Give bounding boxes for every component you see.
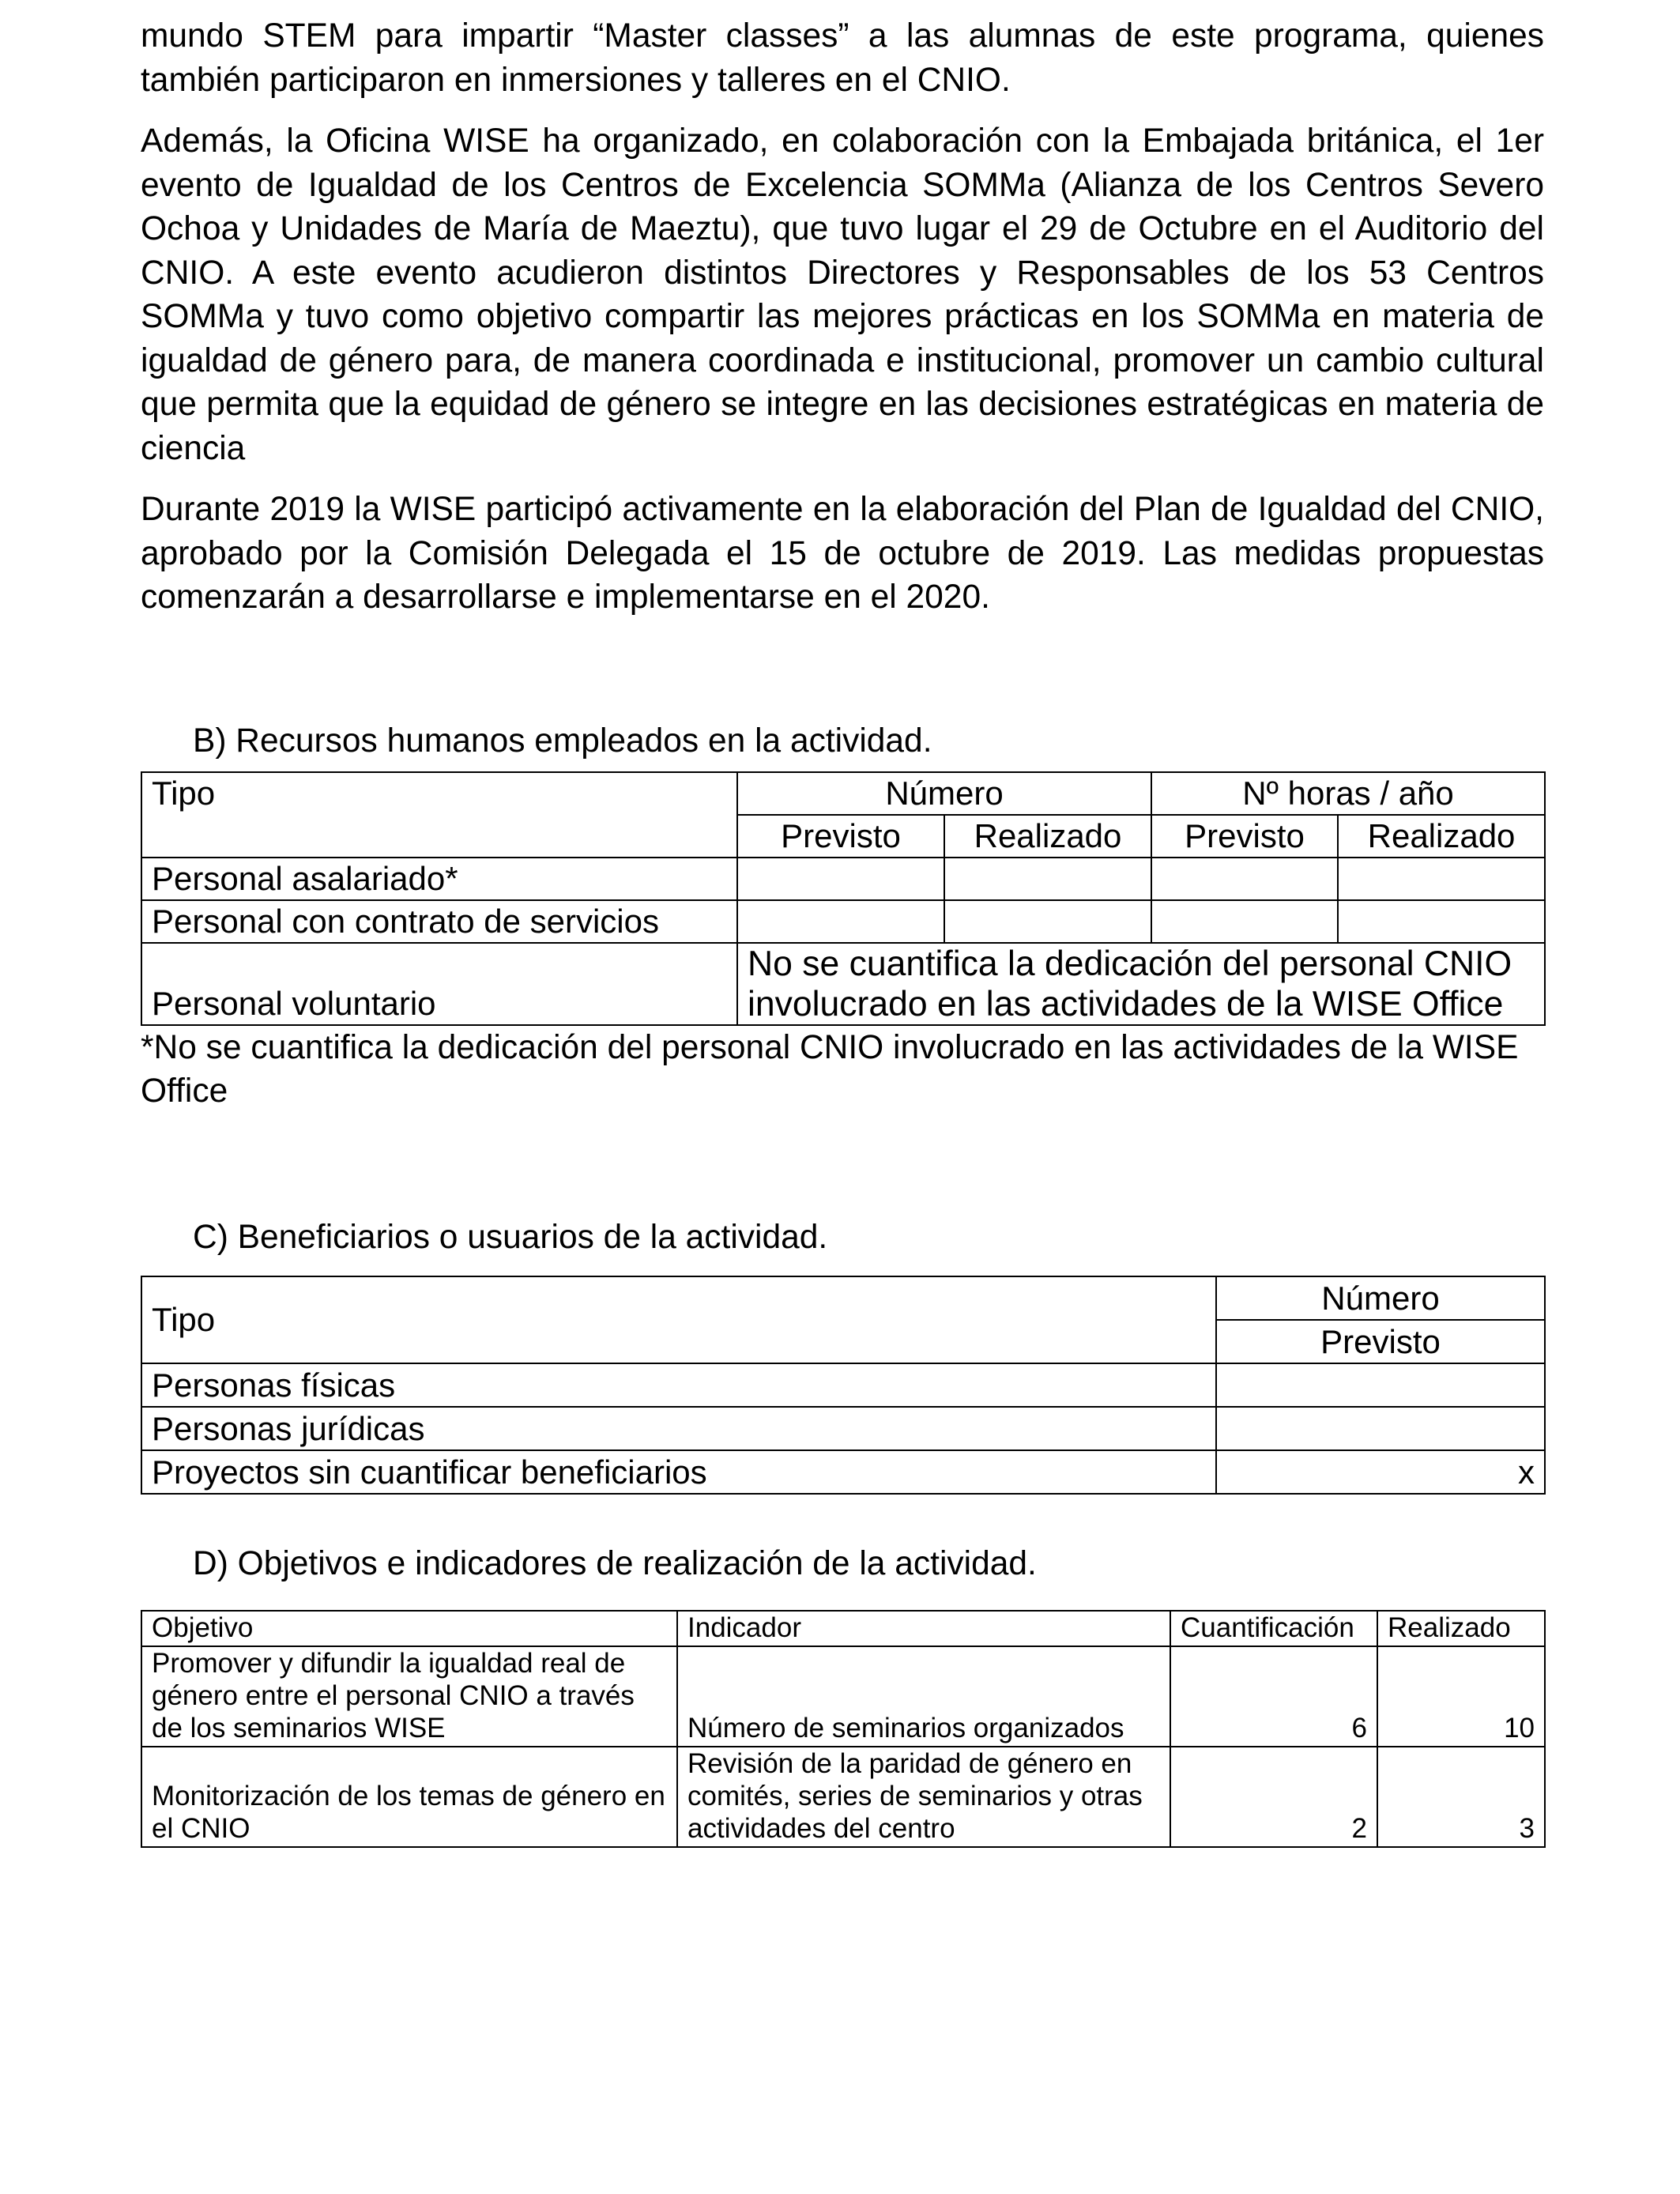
rh-sub-horas-previsto: Previsto: [1151, 815, 1338, 858]
rh-row-cell: [1338, 900, 1545, 943]
obj-header-objetivo: Objetivo: [141, 1611, 677, 1646]
ben-row-tipo: Proyectos sin cuantificar beneficiarios: [141, 1450, 1216, 1494]
rh-footnote: *No se cuantifica la dedicación del personal CNIO involucrado en las actividades de la WISE Office: [141, 1028, 1519, 1110]
table-row: [141, 1407, 1545, 1450]
obj-header-cuantificacion: Cuantificación: [1170, 1611, 1377, 1646]
obj-row-objetivo: Monitorización de los temas de género en el CNIO: [141, 1747, 677, 1847]
rh-sub-horas-realizado: Realizado: [1338, 815, 1545, 858]
paragraph-somma-event: Además, la Oficina WISE ha organizado, en colaboración con la Embajada británica, el 1er evento de Igualdad de los Centros de Excelencia SOMMa (Alianza de los Centros Severo Ochoa y Unidades de María de Maeztu), que tuvo lugar el 29 de Octubre en el Auditorio del CNIO. A este evento acudieron distintos Directores y Responsables de los 53 Centros SOMMa y tuvo como objetivo compartir las mejores prácticas en los SOMMa en materia de igualdad de género para, de manera coordinada e institucional, promover un cambio cultural que permita que la equidad de género se integre en las decisiones estratégicas en materia de ciencia: [141, 123, 1544, 467]
rh-voluntario-note: No se cuantifica la dedicación del personal CNIO involucrado en las actividades de la WISE Office: [737, 943, 1545, 1025]
table-row: [141, 1646, 1545, 1747]
obj-row-cuantificacion: 6: [1170, 1646, 1377, 1747]
recursos-humanos-table: [141, 771, 1546, 1026]
obj-row-cuantificacion: 2: [1170, 1747, 1377, 1847]
rh-row-cell: [737, 858, 944, 900]
rh-row-cell: [1151, 900, 1338, 943]
obj-row-indicador: Revisión de la paridad de género en comités, series de seminarios y otras actividades del centro: [677, 1747, 1170, 1847]
rh-row-cell: [944, 900, 1151, 943]
table-row: [141, 858, 1545, 900]
table-row: [141, 1363, 1545, 1407]
section-b-heading: B) Recursos humanos empleados en la actividad.: [193, 722, 932, 760]
rh-header-tipo: Tipo: [141, 772, 737, 858]
rh-row-cell: [944, 858, 1151, 900]
table-row: [141, 1747, 1545, 1847]
paragraph-plan-igualdad: Durante 2019 la WISE participó activamente en la elaboración del Plan de Igualdad del CNIO, aprobado por la Comisión Delegada el 15 de octubre de 2019. Las medidas propuestas comenzarán a desarrollarse e implementarse en el 2020.: [141, 491, 1544, 616]
obj-header-realizado: Realizado: [1377, 1611, 1545, 1646]
rh-header-numero: Número: [737, 772, 1151, 815]
obj-header-indicador: Indicador: [677, 1611, 1170, 1646]
rh-row-cell: [1151, 858, 1338, 900]
rh-row-tipo: Personal asalariado*: [141, 858, 737, 900]
ben-row-tipo: Personas físicas: [141, 1363, 1216, 1407]
rh-row-tipo-voluntario: Personal voluntario: [141, 943, 737, 1025]
obj-row-objetivo: Promover y difundir la igualdad real de género entre el personal CNIO a través de los seminarios WISE: [141, 1646, 677, 1747]
ben-header-tipo: Tipo: [141, 1276, 1216, 1363]
rh-row-cell: [1338, 858, 1545, 900]
ben-row-valor: x: [1216, 1450, 1545, 1494]
section-d-heading: D) Objetivos e indicadores de realización de la actividad.: [193, 1544, 1037, 1582]
ben-row-valor: [1216, 1407, 1545, 1450]
ben-row-valor: [1216, 1363, 1545, 1407]
obj-row-realizado: 10: [1377, 1646, 1545, 1747]
document-page: [141, 14, 1544, 1848]
table-row: [141, 1450, 1545, 1494]
section-c-heading: C) Beneficiarios o usuarios de la actividad.: [193, 1218, 828, 1256]
objetivos-table: [141, 1610, 1546, 1848]
ben-header-numero: Número: [1216, 1276, 1545, 1320]
paragraph-stem-classes: mundo STEM para impartir “Master classes” a las alumnas de este programa, quienes también participaron en inmersiones y talleres en el CNIO.: [141, 17, 1544, 99]
obj-row-indicador: Número de seminarios organizados: [677, 1646, 1170, 1747]
beneficiarios-table: [141, 1276, 1546, 1495]
table-row: [141, 943, 1545, 1025]
obj-row-realizado: 3: [1377, 1747, 1545, 1847]
rh-sub-numero-previsto: Previsto: [737, 815, 944, 858]
rh-row-tipo: Personal con contrato de servicios: [141, 900, 737, 943]
rh-row-cell: [737, 900, 944, 943]
rh-header-horas: Nº horas / año: [1151, 772, 1545, 815]
rh-sub-numero-realizado: Realizado: [944, 815, 1151, 858]
table-row: [141, 900, 1545, 943]
ben-row-tipo: Personas jurídicas: [141, 1407, 1216, 1450]
ben-header-previsto: Previsto: [1216, 1320, 1545, 1363]
